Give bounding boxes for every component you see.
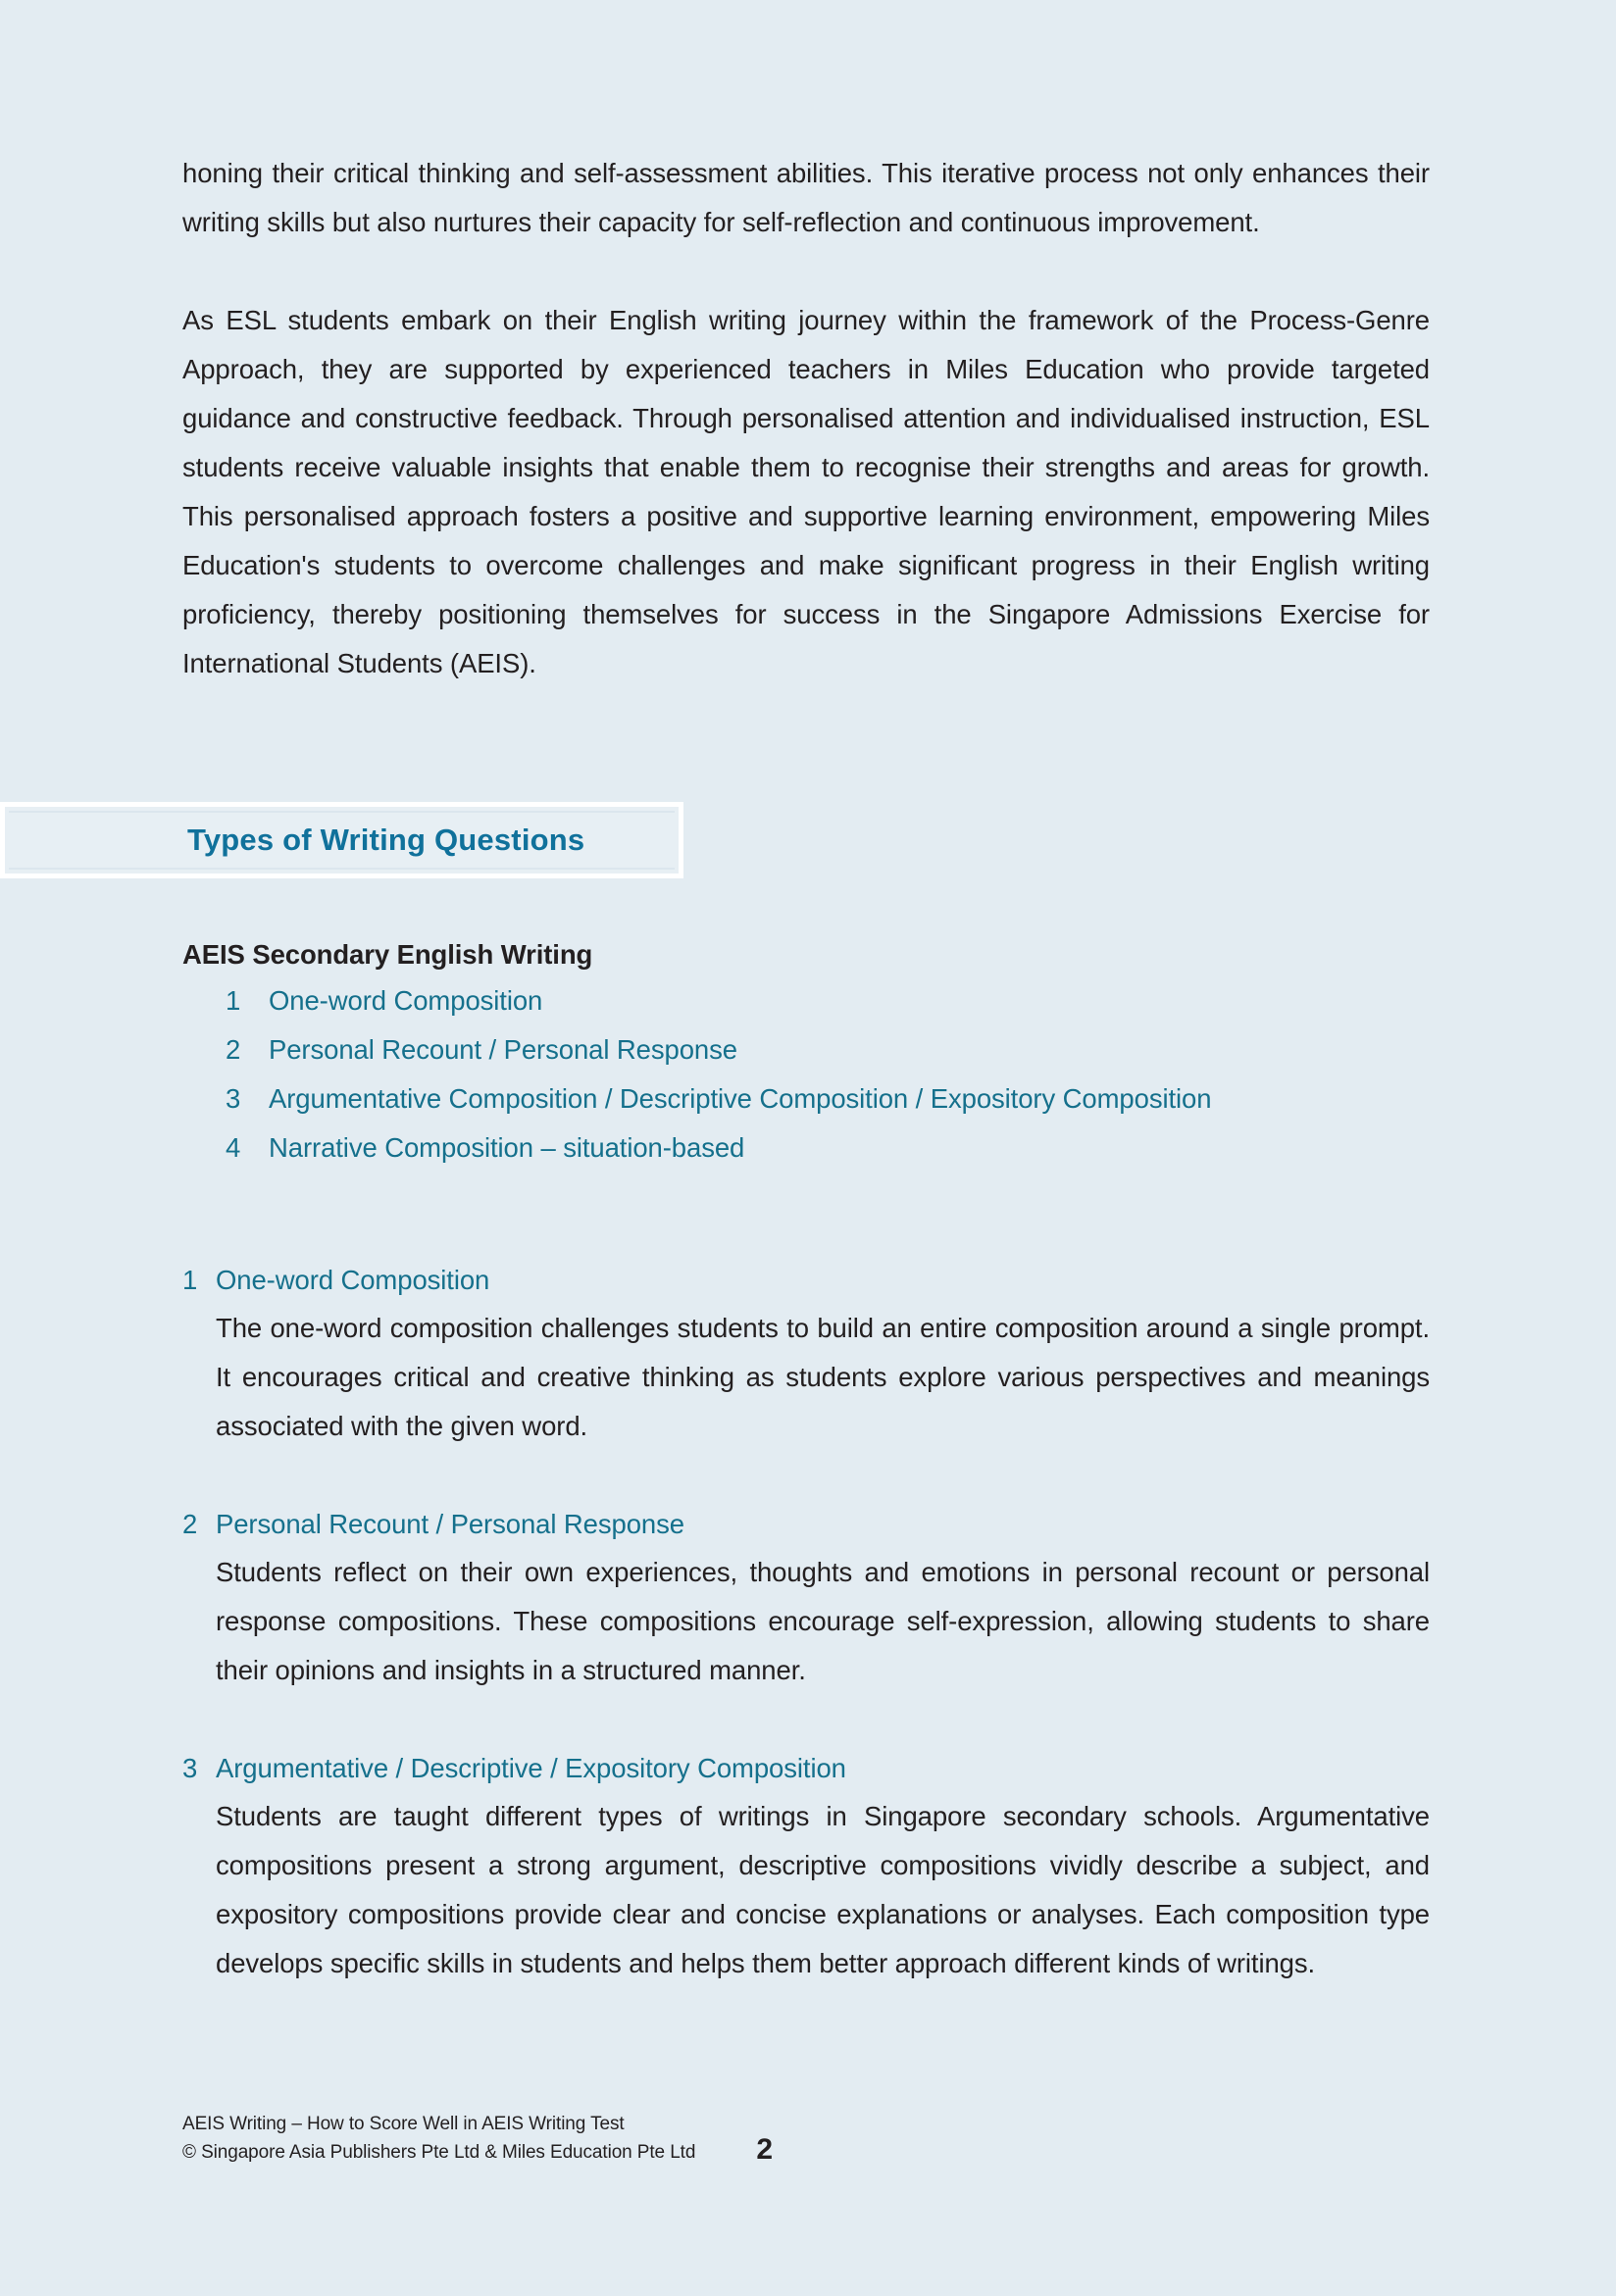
list-item [182,1074,1430,1123]
list-item [182,1025,1430,1074]
section-title: One-word Composition [216,1265,490,1295]
section-heading [182,1257,1430,1304]
section-number: 3 [182,1753,198,1783]
list-item [182,976,1430,1025]
section-number: 2 [182,1509,198,1539]
list-item-number: 1 [226,985,241,1016]
list-item-label: One-word Composition [269,985,543,1016]
section-heading [182,1745,1430,1792]
section-body: The one-word composition challenges students to build an entire composition around a single prompt. It encourages critical and creative thinking as students explore various perspectives and meanings associated with the given word. [216,1313,1430,1441]
list-item [182,1123,1430,1173]
section-argumentative-descriptive-expository [182,1745,1430,1988]
section-body: Students reflect on their own experiences, thoughts and emotions in personal recount or personal response compositions. These compositions encourage self-expression, allowing students to share their opinions and insights in a structured manner. [216,1557,1430,1685]
list-item-number: 4 [226,1132,241,1163]
section-title: Personal Recount / Personal Response [216,1509,684,1539]
paragraph-esl-students: As ESL students embark on their English writing journey within the framework of the Process-Genre Approach, they are supported by experienced teachers in Miles Education who provide targeted guidance and constructive feedback. Through personalised attention and individualised instruction, ESL students receive valuable insights that enable them to recognise their strengths and areas for growth. This personalised approach fosters a positive and supportive learning environment, empowering Miles Education's students to overcome challenges and make significant progress in their English writing proficiency, thereby positioning themselves for success in the Singapore Admissions Exercise for International Students (AEIS). [182,305,1430,678]
page-number: 2 [756,2133,773,2166]
list-item-label: Narrative Composition – situation-based [269,1132,745,1163]
section-title: Argumentative / Descriptive / Expository Composition [216,1753,846,1783]
section-personal-recount [182,1501,1430,1695]
section-banner [0,802,683,878]
intro-text-block [182,149,1430,688]
list-item-label: Personal Recount / Personal Response [269,1034,737,1065]
section-body: Students are taught different types of writings in Singapore secondary schools. Argumentative compositions present a strong argument, descriptive compositions vividly describe a subject, and expository compositions provide clear and concise explanations or analyses. Each composition type develops specific skills in students and helps them better approach different kinds of writings. [216,1801,1430,1978]
section-one-word-composition [182,1257,1430,1451]
section-number: 1 [182,1265,198,1295]
paragraph-spacer [182,247,1430,296]
paragraph-continued: honing their critical thinking and self-assessment abilities. This iterative process not only enhances their writing skills but also nurtures their capacity for self-reflection and continuous improvement. [182,158,1430,237]
sub-heading: AEIS Secondary English Writing [182,939,593,970]
section-banner-title: Types of Writing Questions [187,823,585,857]
list-item-number: 3 [226,1083,241,1114]
footer-title-line: AEIS Writing – How to Score Well in AEIS Writing Test [182,2114,625,2134]
writing-types-block [182,933,1430,1173]
page-footer [182,2110,1430,2167]
list-item-number: 2 [226,1034,241,1065]
list-item-label: Argumentative Composition / Descriptive Composition / Expository Composition [269,1083,1212,1114]
writing-types-list [182,976,1430,1173]
footer-text [182,2110,695,2167]
section-heading [182,1501,1430,1548]
footer-copyright-line: © Singapore Asia Publishers Pte Ltd & Miles Education Pte Ltd [182,2142,696,2163]
